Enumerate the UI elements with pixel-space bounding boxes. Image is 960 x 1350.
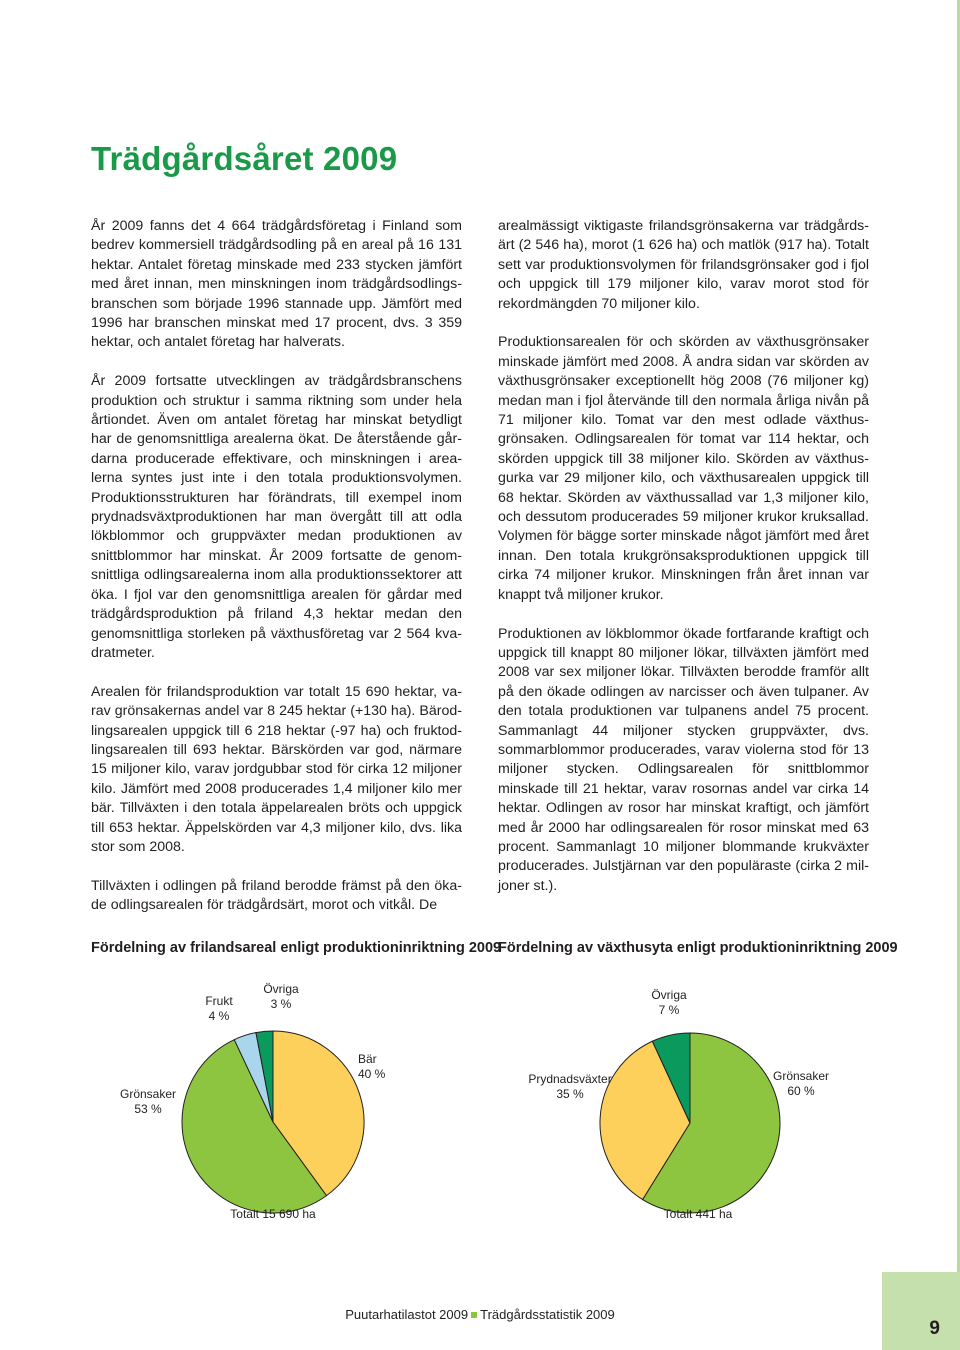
paragraph: År 2009 fanns det 4 664 trädgårdsföretag i Finland som bedrev kommersiell trädgårdsodling på en areal på 16 131 hektar. Antalet företag minskade med 233 stycken jämfört med året innan, men minskningen inom trädgårdsodlingsbranschen som började 1996 stannade upp. Jämfört med 1996 har branschen minskat med 17 procent, dvs. 3 359 hektar, och antalet företag har halverats.	[91, 218, 462, 351]
slice-value-label: 4 %	[208, 1009, 230, 1023]
paragraph: Tillväxten i odlingen på friland berodde främst på den ökade odlingsarealen för trädgårdsärt, morot och vitkål. De	[91, 877, 462, 914]
chart-title: Fördelning av växthusyta enligt produktioninriktning 2009	[498, 940, 898, 956]
slice-value-label: 60 %	[787, 1084, 815, 1098]
left-text-column	[91, 217, 462, 935]
pie-chart-svg	[498, 940, 898, 1240]
pie-chart-svg	[91, 940, 502, 1240]
paragraph: Produktionen av lökblommor ökade fortfarande kraftigt och uppgick till knappt 80 miljoner lökar, tillväxten jämfört med 2008 var sex miljoner lökar. Tillväxten berodde framför allt på den ökade odlingen av narcisser och även tulpaner. Av den totala produktionen var tulpanens andel 75 procent. Sammanlagt 44 miljoner stycken gruppväxter, dvs. sommarblommor producerades, varav violerna stod för 13 miljoner stycken. Odlingsarealen för snittblommor minskade till 21 hektar, varav rosornas andel var cirka 14 hektar. Odlingen av rosor har minskat kraftigt, och jämfört med år 2000 har odlingsarealen för rosor minskat med 63 procent. Sammanlagt 10 miljoner blommande krukväxter producerades. Julstjärnan var den populäraste (cirka 2 miljoner st.).	[498, 625, 869, 894]
chart-total-label: Totalt 15 690 ha	[230, 1207, 316, 1221]
slice-value-label: 7 %	[658, 1003, 680, 1017]
slice-name-label: Grönsaker	[119, 1087, 177, 1101]
slice-name-label: Övriga	[651, 988, 687, 1002]
slice-name-label: Grönsaker	[772, 1069, 830, 1083]
right-text-column	[498, 217, 869, 916]
chart-total-label: Totalt 441 ha	[663, 1207, 733, 1221]
slice-value-label: 3 %	[270, 997, 292, 1011]
slice-value-label: 35 %	[556, 1087, 584, 1101]
page-number: 9	[929, 1318, 940, 1339]
pie-chart-vaxthusyta	[498, 940, 898, 1240]
paragraph: arealmässigt viktigaste frilandsgrönsakerna var trädgårdsärt (2 546 ha), morot (1 626 ha) och matlök (917 ha). Totalt sett var produktionsvolymen för frilandsgrönsaker god i fjol och uppgick till 179 miljoner kilo, varav morot stod för rekordmängden 70 miljoner kilo.	[498, 218, 869, 312]
paragraph: År 2009 fortsatte utvecklingen av trädgårdsbranschens produktion och struktur i samma riktning som under hela årtiondet. Även om antalet företag har minskat betydligt har de genomsnittliga arealerna ökat. De återstående gårdarna producerade effektivare, och minskningen i arealerna syntes just inte i den totala produktionsvolymen. Produktionsstrukturen har förändrats, till exempel inom prydnadsväxtproduktionen har man övergått till att odla lökblommor och gruppväxter medan produktionen av snittblommor har minskat. År 2009 fortsatte de genomsnittliga odlingsarealerna inom alla produktionssektorer att öka. I fjol var den genomsnittliga arealen för gårdar med trädgårdsproduktion på friland 4,3 hektar medan den genomsnittliga storleken på växthusföretag var 2 564 kvadratmeter.	[91, 373, 462, 661]
slice-name-label: Frukt	[205, 994, 233, 1008]
pie-chart-frilandsareal	[91, 940, 502, 1240]
top-band	[0, 0, 960, 78]
slice-name-label: Bär	[358, 1052, 377, 1066]
page-number-box	[882, 1272, 960, 1350]
footer-left-text: Puutarhatilastot 2009	[345, 1307, 469, 1322]
slice-name-label: Prydnadsväxter	[528, 1072, 612, 1086]
page-footer	[0, 1307, 960, 1322]
separator-square-icon	[471, 1312, 477, 1318]
page-title: Trädgårdsåret 2009	[91, 140, 398, 177]
chart-title: Fördelning av frilandsareal enligt produktioninriktning 2009	[91, 940, 502, 956]
paragraph: Produktionsarealen för och skörden av växthusgrönsaker minskade jämfört med 2008. Å andra sidan var skörden av växthusgrönsaker exceptionellt hög 2008 (76 miljoner kg) medan man i fjol återvände till den normala årliga nivån på 71 miljoner kilo. Tomat var den mest odlade växthusgrönsaken. Odlingsarealen för tomat var 114 hektar, och skörden uppgick till 38 miljoner kilo. Skörden av växthusgurka var 29 miljoner kilo, och växthusarealen uppgick till 68 hektar. Skörden av växthussallad var 1,3 miljoner kilo, och dessutom producerades 59 miljoner krukor kruksallad. Volymen för bägge sorter minskade något jämfört med året innan. Den totala krukgrönsaksproduktionen uppgick till cirka 74 miljoner krukor. Minskningen från året innan var knappt två miljoner krukor.	[498, 334, 869, 603]
paragraph: Arealen för frilandsproduktion var totalt 15 690 hektar, varav grönsakernas andel var 8 245 hektar (+130 ha). Bärodlingsarealen uppgick till 6 218 hektar (-97 ha) och fruktodlingsarealen till 693 hektar. Bärskörden var god, närmare 15 miljoner kilo, varav jordgubbar stod för cirka 12 miljoner kilo. Jämfört med 2008 producerades 1,4 miljoner kilo mer bär. Tillväxten i den totala äppelarealen bröts och uppgick till 653 hektar. Äppelskörden var 4,3 miljoner kilo, dvs. lika stor som 2008.	[91, 683, 462, 855]
footer-right-text: Trädgårdsstatistik 2009	[480, 1307, 615, 1322]
slice-value-label: 53 %	[134, 1102, 162, 1116]
slice-value-label: 40 %	[358, 1067, 386, 1081]
slice-name-label: Övriga	[263, 982, 299, 996]
